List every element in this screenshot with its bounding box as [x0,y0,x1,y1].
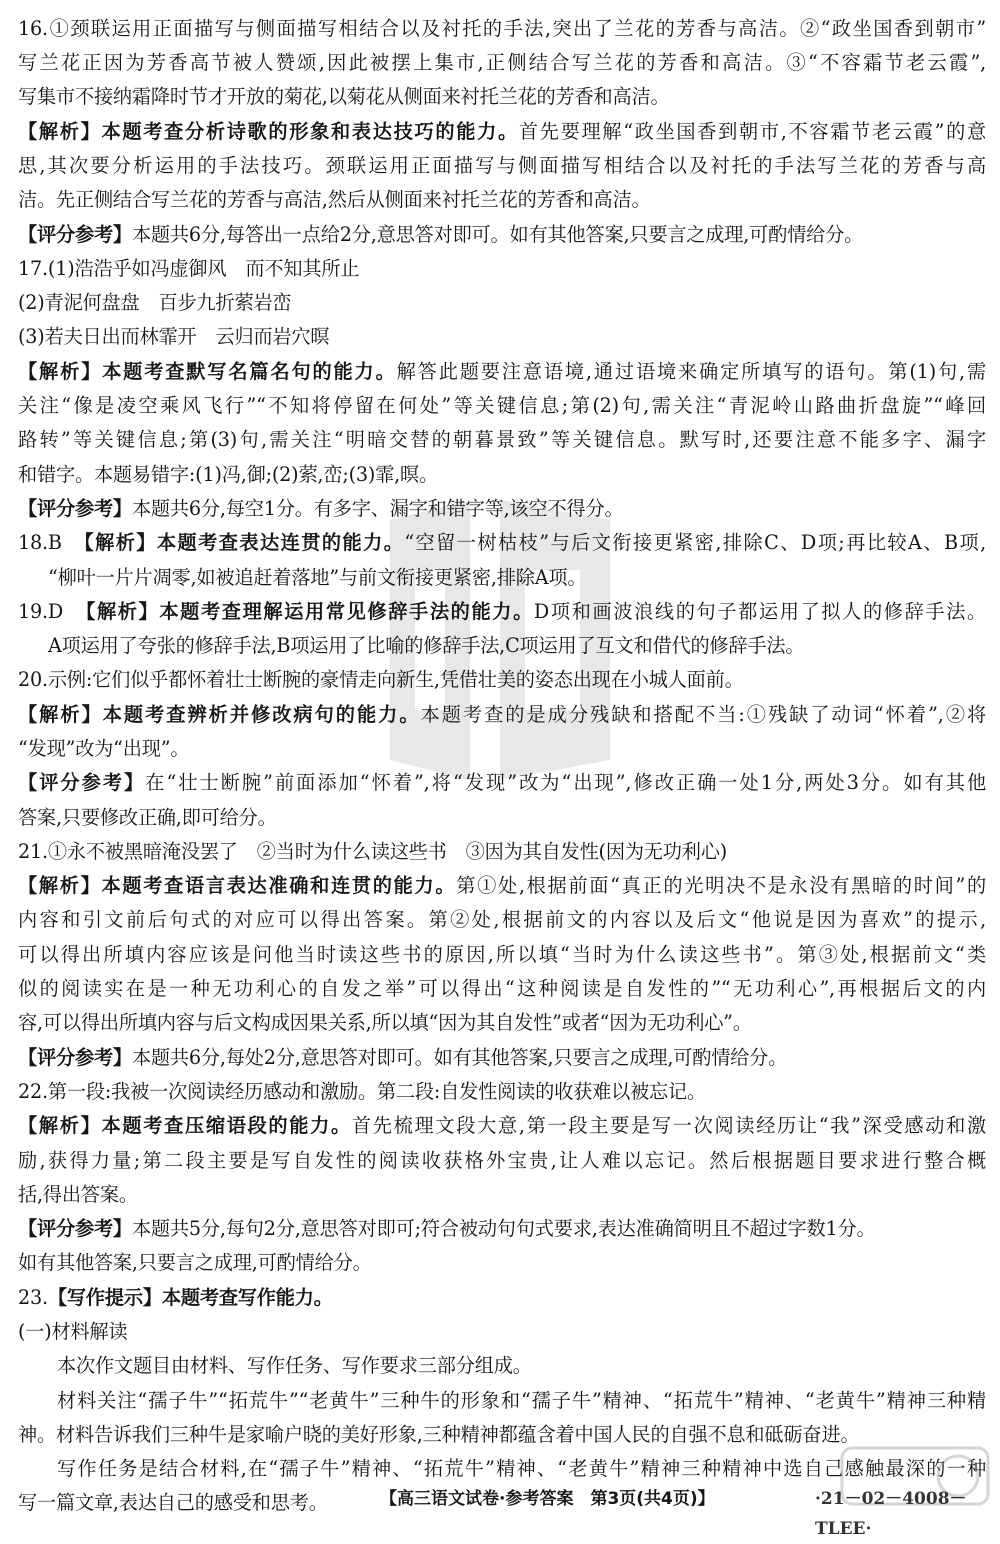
body-text: 如有其他答案,只要言之成理,可酌情给分。 [18,1251,372,1274]
body-text: 内容和引文前后句式的对应可以得出答案。第②处,根据前文的内容以及后文“他说是因为喜欢”的提示, [18,908,986,931]
body-text: (一)材料解读 [18,1320,128,1343]
footer-page-label: 【高三语文试卷·参考答案 第3页(共4页)】 [380,1489,715,1509]
text-line [48,561,986,595]
body-text: 21.①永不被黑暗淹没罢了 ②当时为什么读这些书 ③因为其自发性(因为无功利心) [18,840,728,863]
text-line [18,320,986,354]
text-line [18,149,986,183]
bold-heading-text: 【评分参考】 [18,223,132,246]
text-line [57,1349,986,1383]
text-line [18,595,986,629]
text-line [18,869,986,903]
bold-heading-text: 【写作提示】 [47,1286,162,1309]
text-line [18,423,986,457]
body-text: 解答此题要注意语境,通过语境来确定所填写的语句。第(1)句,需 [396,360,986,383]
text-line [18,1006,986,1040]
text-line [18,1281,986,1315]
text-line [18,1075,986,1109]
bold-heading-text: 【解析】本题考查分析诗歌的形象和表达技巧的能力。 [18,120,519,143]
body-text: 首先要理解“政坐国香到朝市,不容霜节老云霞”的意 [518,120,986,143]
text-line [57,1452,986,1486]
body-text: “空留一树枯枝”与后文衔接更紧密,排除C、D项;再比较A、B项, [404,531,986,554]
text-line [18,972,986,1006]
text-line [18,458,986,492]
footer-exam-code: ·21－02－4008－TLEE· [815,1489,967,1539]
text-line [18,46,986,80]
body-text: “柳叶一片片凋零,如被追赶着落地”与前文衔接更紧密,排除A项。 [48,566,587,589]
text-line [18,389,986,423]
text-line [18,252,986,286]
text-line [18,492,986,526]
page-footer [0,1484,1000,1539]
body-text: 在“壮士断腕”前面添加“怀着”,将“发现”改为“出现”,修改正确一处1分,两处3分。如有其他 [145,771,986,794]
text-line [18,663,986,697]
body-text: 材料关注“孺子牛”“拓荒牛”“老黄牛”三种牛的形象和“孺子牛”精神、“拓荒牛”精神、“老黄牛”精神三种精 [57,1389,986,1412]
text-line [18,938,986,972]
body-text: (2)青泥何盘盘 百步九折萦岩峦 [18,291,292,314]
body-text: 本题共6分,每处2分,意思答对即可。如有其他答案,只要言之成理,可酌情给分。 [131,1046,788,1069]
text-line [18,12,986,46]
body-text: 首先梳理文段大意,第一段主要是写一次阅读经历让“我”深受感动和激 [351,1114,986,1137]
text-line [18,286,986,320]
body-text: 23. [18,1286,48,1309]
body-text: 关注“像是凌空乘风飞行”“不知将停留在何处”等关键信息;第(2)句,需关注“青泥岭山路曲折盘旋”“峰回 [18,394,986,417]
text-line [18,1246,986,1280]
body-text: 第①处,根据前面“真正的光明决不是永没有黑暗的时间”的 [456,874,986,897]
body-text: 思,其次要分析运用的手法技巧。颈联运用正面描写与侧面描写相结合以及衬托的手法写兰花的芳香与高 [18,154,986,177]
body-text: 22.第一段:我被一次阅读经历感动和激励。第二段:自发性阅读的收获难以被忘记。 [18,1080,707,1103]
body-text: 本题共6分,每答出一点给2分,意思答对即可。如有其他答案,只要言之成理,可酌情给分。 [131,223,864,246]
text-line [18,80,986,114]
body-text: (3)若夫日出而林霏开 云归而岩穴暝 [18,325,330,348]
bold-heading-text: 【解析】本题考查默写名篇名句的能力。 [18,360,397,383]
body-text: 本次作文题目由材料、写作任务、写作要求三部分组成。 [57,1354,532,1377]
body-text: 洁。先正侧结合写兰花的芳香与高洁,然后从侧面来衬托兰花的芳香和高洁。 [18,188,651,211]
bold-heading-text: 【解析】本题考查辨析并修改病句的能力。 [18,703,421,726]
text-line [18,801,986,835]
bold-heading-text: 【评分参考】 [18,1217,132,1240]
text-line [18,835,986,869]
body-text: “发现”改为“出现”。 [18,737,190,760]
text-line [18,1212,986,1246]
text-line [18,1144,986,1178]
text-line [18,526,986,560]
body-text: 17.(1)浩浩乎如冯虚御风 而不知其所止 [18,257,360,280]
body-text: 本题共5分,每句2分,意思答对即可;符合被动句句式要求,表达准确简明且不超过字数1分。 [131,1217,876,1240]
text-line [18,903,986,937]
body-text: A项运用了夸张的修辞手法,B项运用了比喻的修辞手法,C项运用了互文和借代的修辞手法。 [48,634,805,657]
text-line [48,629,986,663]
bold-heading-text: 【评分参考】 [18,497,132,520]
body-text: D项和画波浪线的句子都运用了拟人的修辞手法。 [533,600,987,623]
text-line [18,1041,986,1075]
body-text: 和错字。本题易错字:(1)冯,御;(2)萦,峦;(3)霏,暝。 [18,463,439,486]
body-text: 括,得出答案。 [18,1183,138,1206]
body-text: 答案,只要修改正确,即可给分。 [18,806,277,829]
bold-heading-text: 本题考查写作能力。 [161,1286,333,1309]
bold-heading-text: 【解析】本题考查理解运用常见修辞手法的能力。 [85,600,534,623]
body-text: 19.D [18,600,86,623]
body-text: 本题考查的是成分残缺和搭配不当:①残缺了动词“怀着”,②将 [420,703,986,726]
text-line [18,1109,986,1143]
bold-heading-text: 【解析】本题考查表达连贯的能力。 [84,531,405,554]
body-text: 20.示例:它们似乎都怀着壮士断腕的豪情走向新生,凭借壮美的姿态出现在小城人面前。 [18,668,744,691]
body-text: 似的阅读实在是一种无功利心的自发之举”可以得出“这种阅读是自发性的”“无功利心”,再根据后文的内 [18,977,986,1000]
body-text: 18.B [18,531,85,554]
body-text: 写一篇文章,表达自己的感受和思考。 [18,1491,328,1514]
text-line [18,1178,986,1212]
bold-heading-text: 【解析】本题考查语言表达准确和连贯的能力。 [18,874,457,897]
text-line [18,698,986,732]
bold-heading-text: 【评分参考】 [18,1046,132,1069]
body-text: 写兰花正因为芳香高节被人赞颂,因此被摆上集市,正侧结合写兰花的芳香和高洁。③“不容霜节老云霞”, [18,51,986,74]
body-text: 可以得出所填内容应该是问他当时读这些书的原因,所以填“当时为什么读这些书”。第③处,根据前文“类 [18,943,986,966]
text-line [18,115,986,149]
body-text: 容,可以得出所填内容与后文构成因果关系,所以填“因为其自发性”或者“因为无功利心”。 [18,1011,752,1034]
bold-heading-text: 【解析】本题考查压缩语段的能力。 [18,1114,352,1137]
body-text: 路转”等关键信息;第(3)句,需关注“明暗交替的朝暮景致”等关键信息。默写时,还要注意不能多字、漏字 [18,428,986,451]
text-line [18,1315,986,1349]
text-line [18,355,986,389]
body-text: 神。材料告诉我们三种牛是家喻户晓的美好形象,三种精神都蕴含着中国人民的自强不息和砥砺奋进。 [18,1423,860,1446]
body-text: 16.①颈联运用正面描写与侧面描写相结合以及衬托的手法,突出了兰花的芳香与高洁。②“政坐国香到朝市” [18,17,986,40]
body-text: 励,获得力量;第二段主要是写自发性的阅读收获格外宝贵,让人难以忘记。然后根据题目要求进行整合概 [18,1149,986,1172]
body-text: 写集市不接纳霜降时节才开放的菊花,以菊花从侧面来衬托兰花的芳香和高洁。 [18,85,670,108]
text-line [18,1418,986,1452]
text-line [57,1384,986,1418]
text-line [18,732,986,766]
text-line [18,183,986,217]
body-text: 本题共6分,每空1分。有多字、漏字和错字等,该空不得分。 [131,497,624,520]
bold-heading-text: 【评分参考】 [18,771,146,794]
text-line [18,218,986,252]
body-text: 写作任务是结合材料,在“孺子牛”精神、“拓荒牛”精神、“老黄牛”精神三种精神中选自己感触最深的一种 [57,1457,986,1480]
text-line [18,766,986,800]
